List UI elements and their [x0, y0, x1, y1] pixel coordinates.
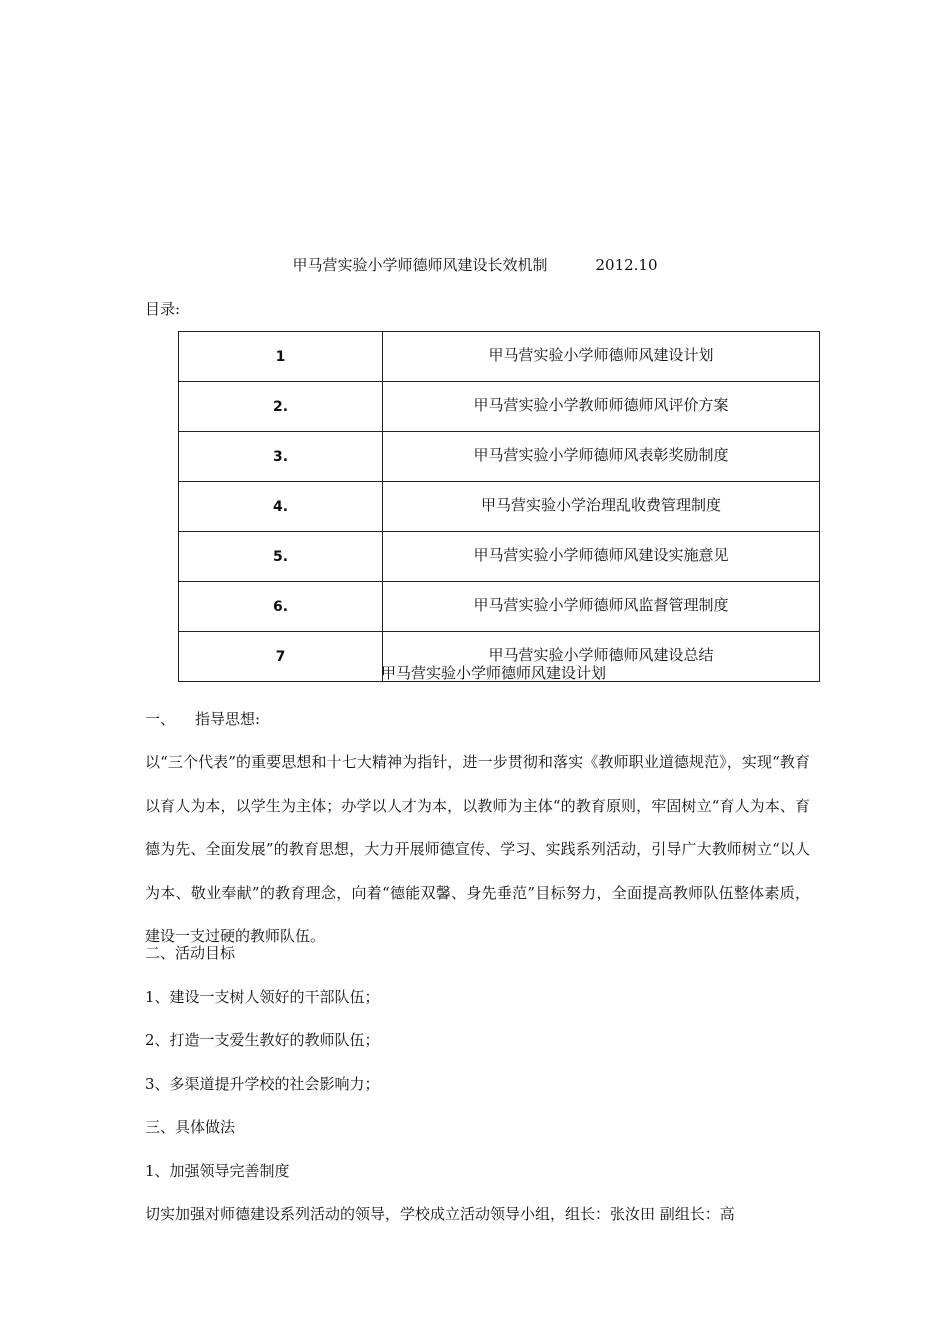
document-title [0, 254, 950, 275]
toc-number: 1 [179, 332, 383, 382]
section-1-number: 一、 [145, 710, 176, 728]
section-1-title: 指导思想: [195, 710, 261, 728]
toc-title: 甲马营实验小学师德师风建设计划 [383, 332, 820, 382]
toc-row [179, 582, 820, 632]
toc-row [179, 332, 820, 382]
document-date: 2012.10 [595, 256, 658, 274]
toc-number: 7 [179, 632, 383, 682]
toc-title: 甲马营实验小学师德师风监督管理制度 [383, 582, 820, 632]
toc-title: 甲马营实验小学师德师风建设实施意见 [383, 532, 820, 582]
toc-number: 3. [179, 432, 383, 482]
section-2-title: 二、活动目标 [145, 944, 236, 962]
toc-label: 目录: [145, 300, 181, 318]
toc-number: 5. [179, 532, 383, 582]
method-1-paragraph: 切实加强对师德建设系列活动的领导，学校成立活动领导小组，组长：张汝田 副组长：高 [145, 1205, 735, 1223]
toc-row [179, 432, 820, 482]
toc-title: 甲马营实验小学教师师德师风评价方案 [383, 382, 820, 432]
toc-row [179, 482, 820, 532]
toc-table [178, 331, 820, 682]
goal-item: 3、多渠道提升学校的社会影响力； [145, 1074, 380, 1093]
plan-title: 甲马营实验小学师德师风建设计划 [380, 664, 606, 682]
goal-item: 1、建设一支树人领好的干部队伍； [145, 987, 380, 1006]
toc-number: 6. [179, 582, 383, 632]
goal-item: 2、打造一支爱生教好的教师队伍； [145, 1031, 380, 1049]
section-3-title: 三、具体做法 [145, 1118, 236, 1136]
section-1-heading [145, 698, 810, 742]
toc-number: 4. [179, 482, 383, 532]
toc-row [179, 532, 820, 582]
method-1-title: 1、加强领导完善制度 [145, 1161, 290, 1180]
title-text: 甲马营实验小学师德师风建设长效机制 [292, 256, 548, 274]
toc-title: 甲马营实验小学师德师风建设总结 [383, 632, 820, 682]
document-body [145, 932, 810, 1237]
toc-title: 甲马营实验小学治理乱收费管理制度 [383, 482, 820, 532]
toc-row [179, 382, 820, 432]
toc-title: 甲马营实验小学师德师风表彰奖励制度 [383, 432, 820, 482]
toc-number: 2. [179, 382, 383, 432]
section-1-paragraph: 以“三个代表”的重要思想和十七大精神为指针，进一步贯彻和落实《教师职业道德规范》，实现“教育以育人为本，以学生为主体；办学以人才为本，以教师为主体“的教育原则，牢固树立“育人为本、育德为先、全面发展”的教育思想，大力开展师德宣传、学习、实践系列活动，引导广大教师树立“以人为本、敬业奉献”的教育理念，向着“德能双馨、身先垂范”目标努力，全面提高教师队伍整体素质，建设一支过硬的教师队伍。 [145, 753, 810, 945]
